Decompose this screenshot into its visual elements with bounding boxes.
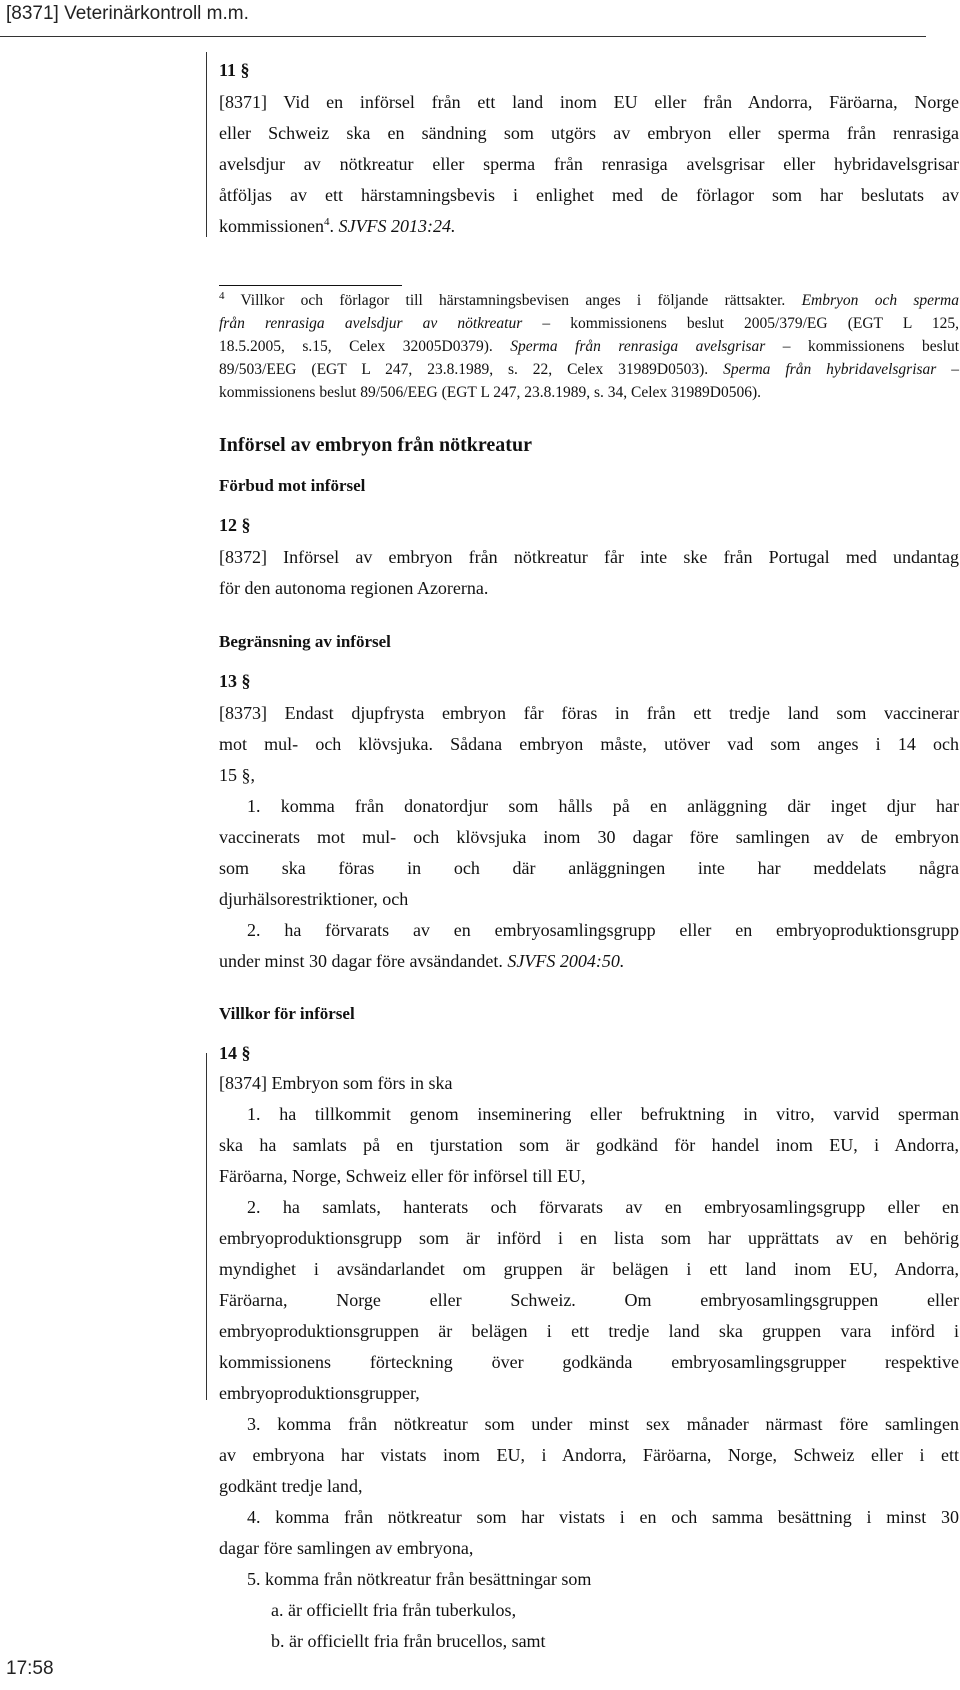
footnote-text: 18.5.2005, s.15, Celex 32005D0379).	[219, 338, 511, 355]
footnote-text: – kommissionens beslut 2005/379/EG (EGT L 125,	[522, 315, 959, 332]
heading-forbud: Förbud mot införsel	[219, 476, 366, 495]
footnote-italic: Embryon och sperma	[801, 292, 960, 309]
s14-i1-line-2: ska ha samlats på en tjurstation som är godkänd för handel inom EU, i Andorra,	[219, 1135, 959, 1155]
s14-i3-line-2: av embryona har vistats inom EU, i Andorra, Färöarna, Norge, Schweiz eller i ett	[219, 1445, 959, 1465]
s14-i1-line-3: Färöarna, Norge, Schweiz eller för införsel till EU,	[219, 1166, 586, 1186]
section-14-label: 14 §	[219, 1043, 251, 1063]
s13-p2-text: under minst 30 dagar före avsändandet.	[219, 951, 508, 971]
footnote-line-1	[219, 289, 959, 312]
s13-p1-line-3: som ska föras in och där anläggningen inte har meddelats några	[219, 858, 959, 878]
s14-i2-line-3: myndighet i avsändarlandet om gruppen är belägen i ett land inom EU, Andorra,	[219, 1259, 959, 1279]
s14-i3-line-3: godkänt tredje land,	[219, 1476, 363, 1496]
s11-ref: SJVFS 2013:24.	[338, 216, 456, 236]
s11-last-text: kommissionen	[219, 216, 325, 236]
page-header: [8371] Veterinärkontroll m.m.	[6, 3, 249, 24]
s13-line-1: [8373] Endast djupfrysta embryon får föras in från ett tredje land som vaccinerar	[219, 703, 959, 723]
s13-line-2: mot mul- och klövsjuka. Sådana embryon måste, utöver vad som anges i 14 och	[219, 734, 959, 754]
footnote-text: Villkor och förlagor till härstamningsbevisen anges i följande rättsakter.	[224, 292, 802, 309]
s14-intro: [8374] Embryon som förs in ska	[219, 1073, 453, 1093]
s14-i5b: b. är officiellt fria från brucellos, samt	[271, 1631, 546, 1651]
s14-i4-line-2: dagar före samlingen av embryona,	[219, 1538, 474, 1558]
s12-line-1: [8372] Införsel av embryon från nötkreatur får inte ske från Portugal med undantag	[219, 547, 959, 567]
s11-line-1: [8371] Vid en införsel från ett land inom EU eller från Andorra, Färöarna, Norge	[219, 92, 959, 112]
footnote-text: 89/503/EEG (EGT L 247, 23.8.1989, s. 22, Celex 31989D0503).	[219, 361, 724, 378]
s14-i2-line-2: embryoproduktionsgrupp som är införd i en lista som har upprättats av en behörig	[219, 1228, 959, 1248]
s13-ref: SJVFS 2004:50.	[507, 951, 625, 971]
footnote-line-3	[219, 335, 959, 358]
heading-begransning: Begränsning av införsel	[219, 632, 391, 651]
s13-p2-line-1: 2. ha förvarats av en embryosamlingsgrupp eller en embryoproduktionsgrupp	[247, 920, 959, 940]
s14-i3-line-1: 3. komma från nötkreatur som under minst sex månader närmast före samlingen	[247, 1414, 959, 1434]
s11-line-3: avelsdjur av nötkreatur eller sperma från renrasiga avelsgrisar eller hybridavelsgrisar	[219, 154, 959, 174]
footnote-line-5: kommissionens beslut 89/506/EEG (EGT L 247, 23.8.1989, s. 34, Celex 31989D0506).	[219, 384, 762, 401]
s11-line-5	[219, 211, 959, 242]
heading-villkor: Villkor för införsel	[219, 1004, 355, 1023]
s11-line-2: eller Schweiz ska en sändning som utgörs av embryon eller sperma från renrasiga	[219, 123, 959, 143]
s14-i2-line-7: embryoproduktionsgrupper,	[219, 1383, 420, 1403]
footnote-italic: Sperma från renrasiga avelsgrisar	[510, 338, 766, 355]
s13-p2-line-2	[219, 946, 959, 977]
footnote-italic: från renrasiga avelsdjur av nötkreatur	[219, 315, 523, 332]
footnote-text: – kommissionens beslut	[765, 338, 959, 355]
s14-i2-line-1: 2. ha samlats, hanterats och förvarats av en embryosamlingsgrupp eller en	[247, 1197, 959, 1217]
change-bar-s11	[206, 52, 207, 237]
page-footer-time: 17:58	[6, 1658, 54, 1679]
header-divider	[0, 36, 926, 37]
s14-i1-line-1: 1. ha tillkommit genom inseminering eller befruktning in vitro, varvid sperman	[247, 1104, 959, 1124]
footnote-line-4	[219, 358, 959, 381]
footnote-rule	[219, 285, 402, 286]
s13-p1-line-1: 1. komma från donatordjur som hålls på en anläggning där inget djur har	[247, 796, 959, 816]
s14-i2-line-5: embryoproduktionsgruppen är belägen i ett tredje land ska gruppen vara införd i	[219, 1321, 959, 1341]
s13-line-3: 15 §,	[219, 765, 255, 785]
s14-i2-line-6: kommissionens förteckning över godkända embryosamlingsgrupper respektive	[219, 1352, 959, 1372]
s14-i4-line-1: 4. komma från nötkreatur som har vistats i en och samma besättning i minst 30	[247, 1507, 959, 1527]
footnote-ref-4[interactable]: 4	[324, 216, 330, 228]
heading-main: Införsel av embryon från nötkreatur	[219, 434, 532, 456]
footnote-mark: 4	[219, 289, 225, 302]
section-12-label: 12 §	[219, 515, 251, 535]
s11-line-4: åtföljas av ett härstamningsbevis i enlighet med de förlagor som har beslutats av	[219, 185, 959, 205]
footnote-italic: Sperma från hybridavelsgrisar	[723, 361, 937, 378]
s13-p1-line-4: djurhälsorestriktioner, och	[219, 889, 409, 909]
change-bar-s14	[206, 1053, 207, 1400]
s14-i5: 5. komma från nötkreatur från besättningar som	[247, 1569, 592, 1589]
s11-punct: .	[329, 216, 339, 236]
s14-i2-line-4: Färöarna, Norge eller Schweiz. Om embryosamlingsgruppen eller	[219, 1290, 959, 1310]
footnote-line-2	[219, 312, 959, 335]
s14-i5a: a. är officiellt fria från tuberkulos,	[271, 1600, 517, 1620]
s12-line-2: för den autonoma regionen Azorerna.	[219, 578, 489, 598]
footnote-text: –	[936, 361, 959, 378]
s13-p1-line-2: vaccinerats mot mul- och klövsjuka inom 30 dagar före samlingen av de embryon	[219, 827, 959, 847]
section-11-label: 11 §	[219, 60, 250, 80]
section-13-label: 13 §	[219, 671, 251, 691]
